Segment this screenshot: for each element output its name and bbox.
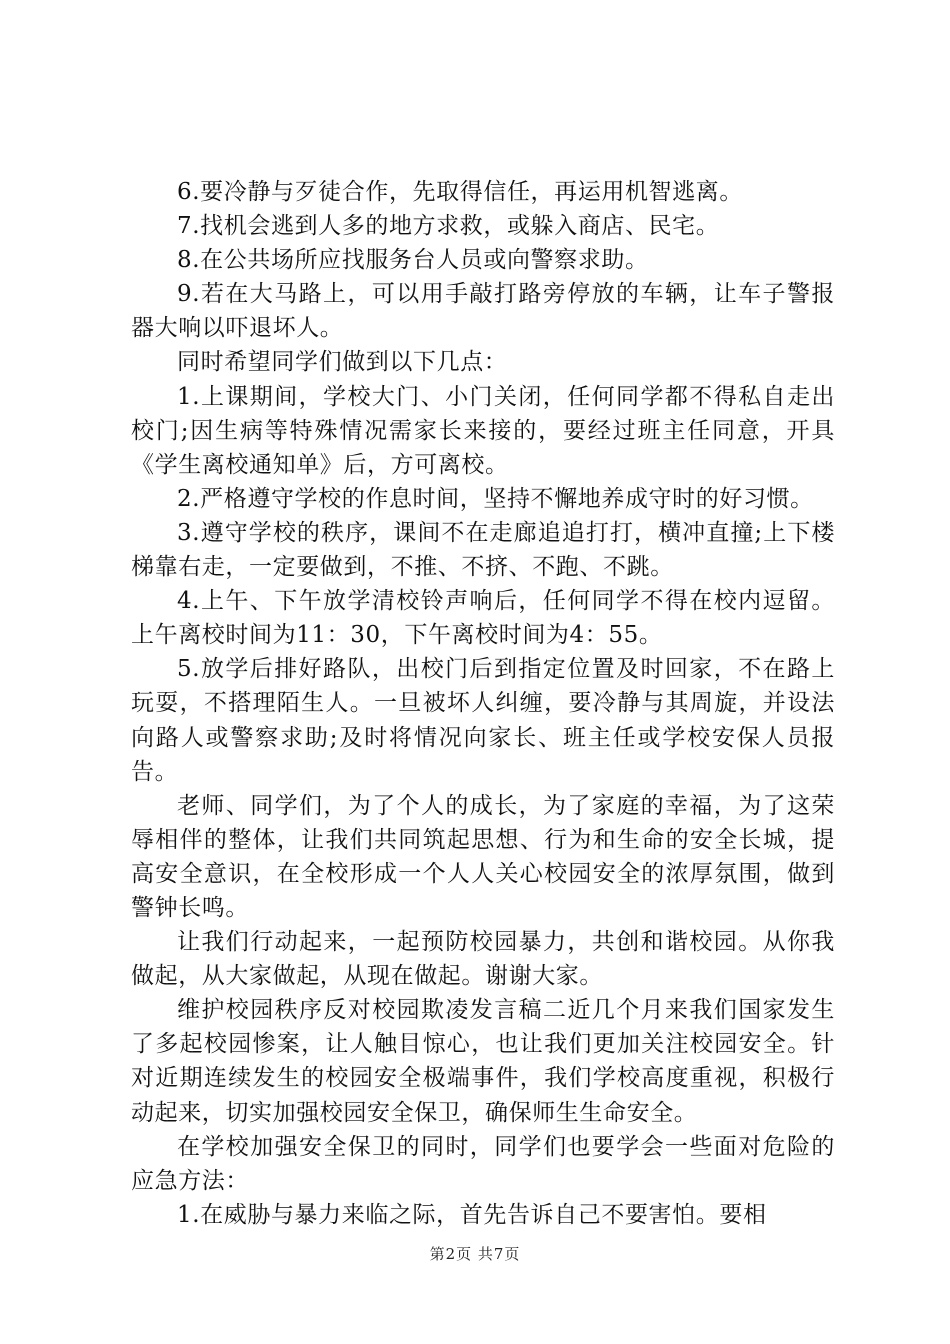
paragraph: 1.在威胁与暴力来临之际，首先告诉自己不要害怕。要相 xyxy=(177,1201,767,1228)
paragraph: 同时希望同学们做到以下几点： xyxy=(177,349,508,376)
paragraph: 5.放学后排好路队，出校门后到指定位置及时回家，不在路上玩耍，不搭理陌生人。一旦被坏人纠缠，要冷静与其周旋，并设法向路人或警察求助;及时将情况向家长、班主任或学校安保人员报告。 xyxy=(131,656,835,785)
page-footer: 第2页 共7页 xyxy=(429,1245,521,1263)
paragraph: 8.在公共场所应找服务台人员或向警察求助。 xyxy=(177,247,649,274)
paragraph: 3.遵守学校的秩序，课间不在走廊追追打打，横冲直撞;上下楼梯靠右走，一定要做到，不推、不挤、不跑、不跳。 xyxy=(131,519,835,581)
paragraph: 6.要冷静与歹徒合作，先取得信任，再运用机智逃离。 xyxy=(177,179,743,205)
paragraph: 1.上课期间，学校大门、小门关闭，任何同学都不得私自走出校门;因生病等特殊情况需家长来接的，要经过班主任同意，开具《学生离校通知单》后，方可离校。 xyxy=(131,383,835,478)
paragraph: 4.上午、下午放学清校铃声响后，任何同学不得在校内逗留。上午离校时间为11：30，下午离校时间为4：55。 xyxy=(131,588,835,649)
paragraph: 老师、同学们，为了个人的成长，为了家庭的幸福，为了这荣辱相伴的整体，让我们共同筑起思想、行为和生命的安全长城，提高安全意识，在全校形成一个人人关心校园安全的浓厚氛围，做到警钟长鸣。 xyxy=(131,792,835,921)
paragraph: 维护校园秩序反对校园欺凌发言稿二近几个月来我们国家发生了多起校园惨案，让人触目惊心，也让我们更加关注校园安全。针对近期连续发生的校园安全极端事件，我们学校高度重视，积极行动起来，切实加强校园安全保卫，确保师生生命安全。 xyxy=(131,997,835,1126)
paragraph: 9.若在大马路上，可以用手敲打路旁停放的车辆，让车子警报器大响以吓退坏人。 xyxy=(131,281,835,342)
paragraph: 让我们行动起来，一起预防校园暴力，共创和谐校园。从你我做起，从大家做起，从现在做起。谢谢大家。 xyxy=(131,929,835,990)
paragraph: 7.找机会逃到人多的地方求救，或躲入商店、民宅。 xyxy=(177,213,720,240)
document-body xyxy=(131,175,835,1232)
paragraph: 2.严格遵守学校的作息时间，坚持不懈地养成守时的好习惯。 xyxy=(177,485,814,512)
paragraph: 在学校加强安全保卫的同时，同学们也要学会一些面对危险的应急方法： xyxy=(131,1133,835,1194)
